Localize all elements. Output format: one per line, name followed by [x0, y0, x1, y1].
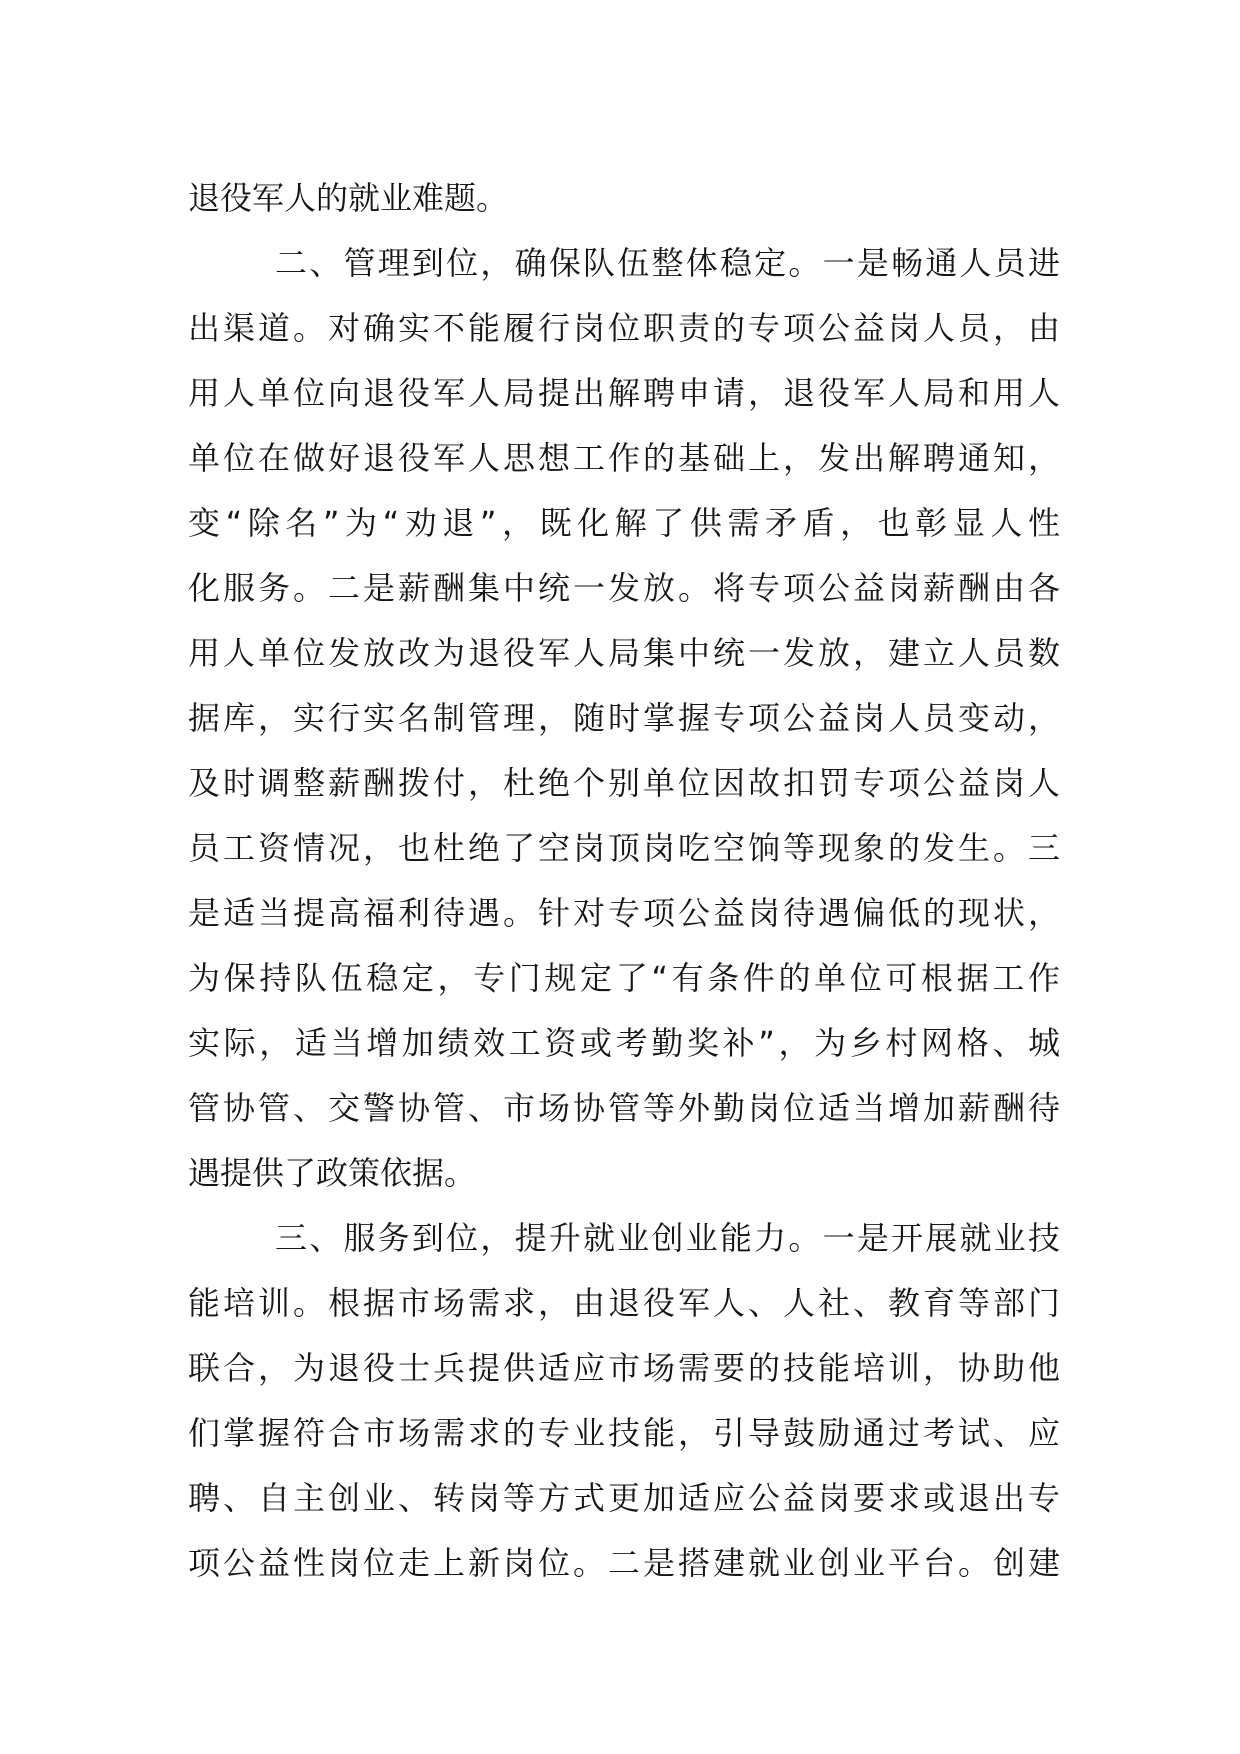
text-line: 聘、自主创业、转岗等方式更加适应公益岗要求或退出专 — [188, 1479, 1060, 1517]
text-line: 用人单位向退役军人局提出解聘申请，退役军人局和用人 — [188, 374, 1060, 412]
text-line: 联合，为退役士兵提供适应市场需要的技能培训，协助他 — [188, 1349, 1060, 1387]
text-line: 退役军人的就业难题。 — [188, 179, 509, 217]
text-line: 变“除名”为“劝退”，既化解了供需矛盾，也彰显人性 — [188, 504, 1060, 542]
text-line: 实际，适当增加绩效工资或考勤奖补”，为乡村网格、城 — [188, 1024, 1060, 1062]
text-line: 是适当提高福利待遇。针对专项公益岗待遇偏低的现状， — [188, 894, 1060, 932]
text-line: 及时调整薪酬拨付，杜绝个别单位因故扣罚专项公益岗人 — [188, 764, 1060, 802]
text-line: 能培训。根据市场需求，由退役军人、人社、教育等部门 — [188, 1284, 1060, 1322]
text-line: 出渠道。对确实不能履行岗位职责的专项公益岗人员，由 — [188, 309, 1060, 347]
paragraph-start-line: 三、服务到位，提升就业创业能力。一是开展就业技 — [275, 1219, 1060, 1257]
document-body — [188, 166, 1060, 1596]
text-line: 项公益性岗位走上新岗位。二是搭建就业创业平台。创建 — [188, 1544, 1060, 1582]
text-line: 员工资情况，也杜绝了空岗顶岗吃空饷等现象的发生。三 — [188, 829, 1060, 867]
text-line: 化服务。二是薪酬集中统一发放。将专项公益岗薪酬由各 — [188, 569, 1060, 607]
text-line: 单位在做好退役军人思想工作的基础上，发出解聘通知， — [188, 439, 1060, 477]
text-line: 为保持队伍稳定，专门规定了“有条件的单位可根据工作 — [188, 959, 1060, 997]
paragraph-start-line: 二、管理到位，确保队伍整体稳定。一是畅通人员进 — [275, 244, 1060, 282]
text-line: 用人单位发放改为退役军人局集中统一发放，建立人员数 — [188, 634, 1060, 672]
text-line: 据库，实行实名制管理，随时掌握专项公益岗人员变动， — [188, 699, 1060, 737]
text-line: 管协管、交警协管、市场协管等外勤岗位适当增加薪酬待 — [188, 1089, 1060, 1127]
text-line: 们掌握符合市场需求的专业技能，引导鼓励通过考试、应 — [188, 1414, 1060, 1452]
text-line: 遇提供了政策依据。 — [188, 1154, 477, 1192]
